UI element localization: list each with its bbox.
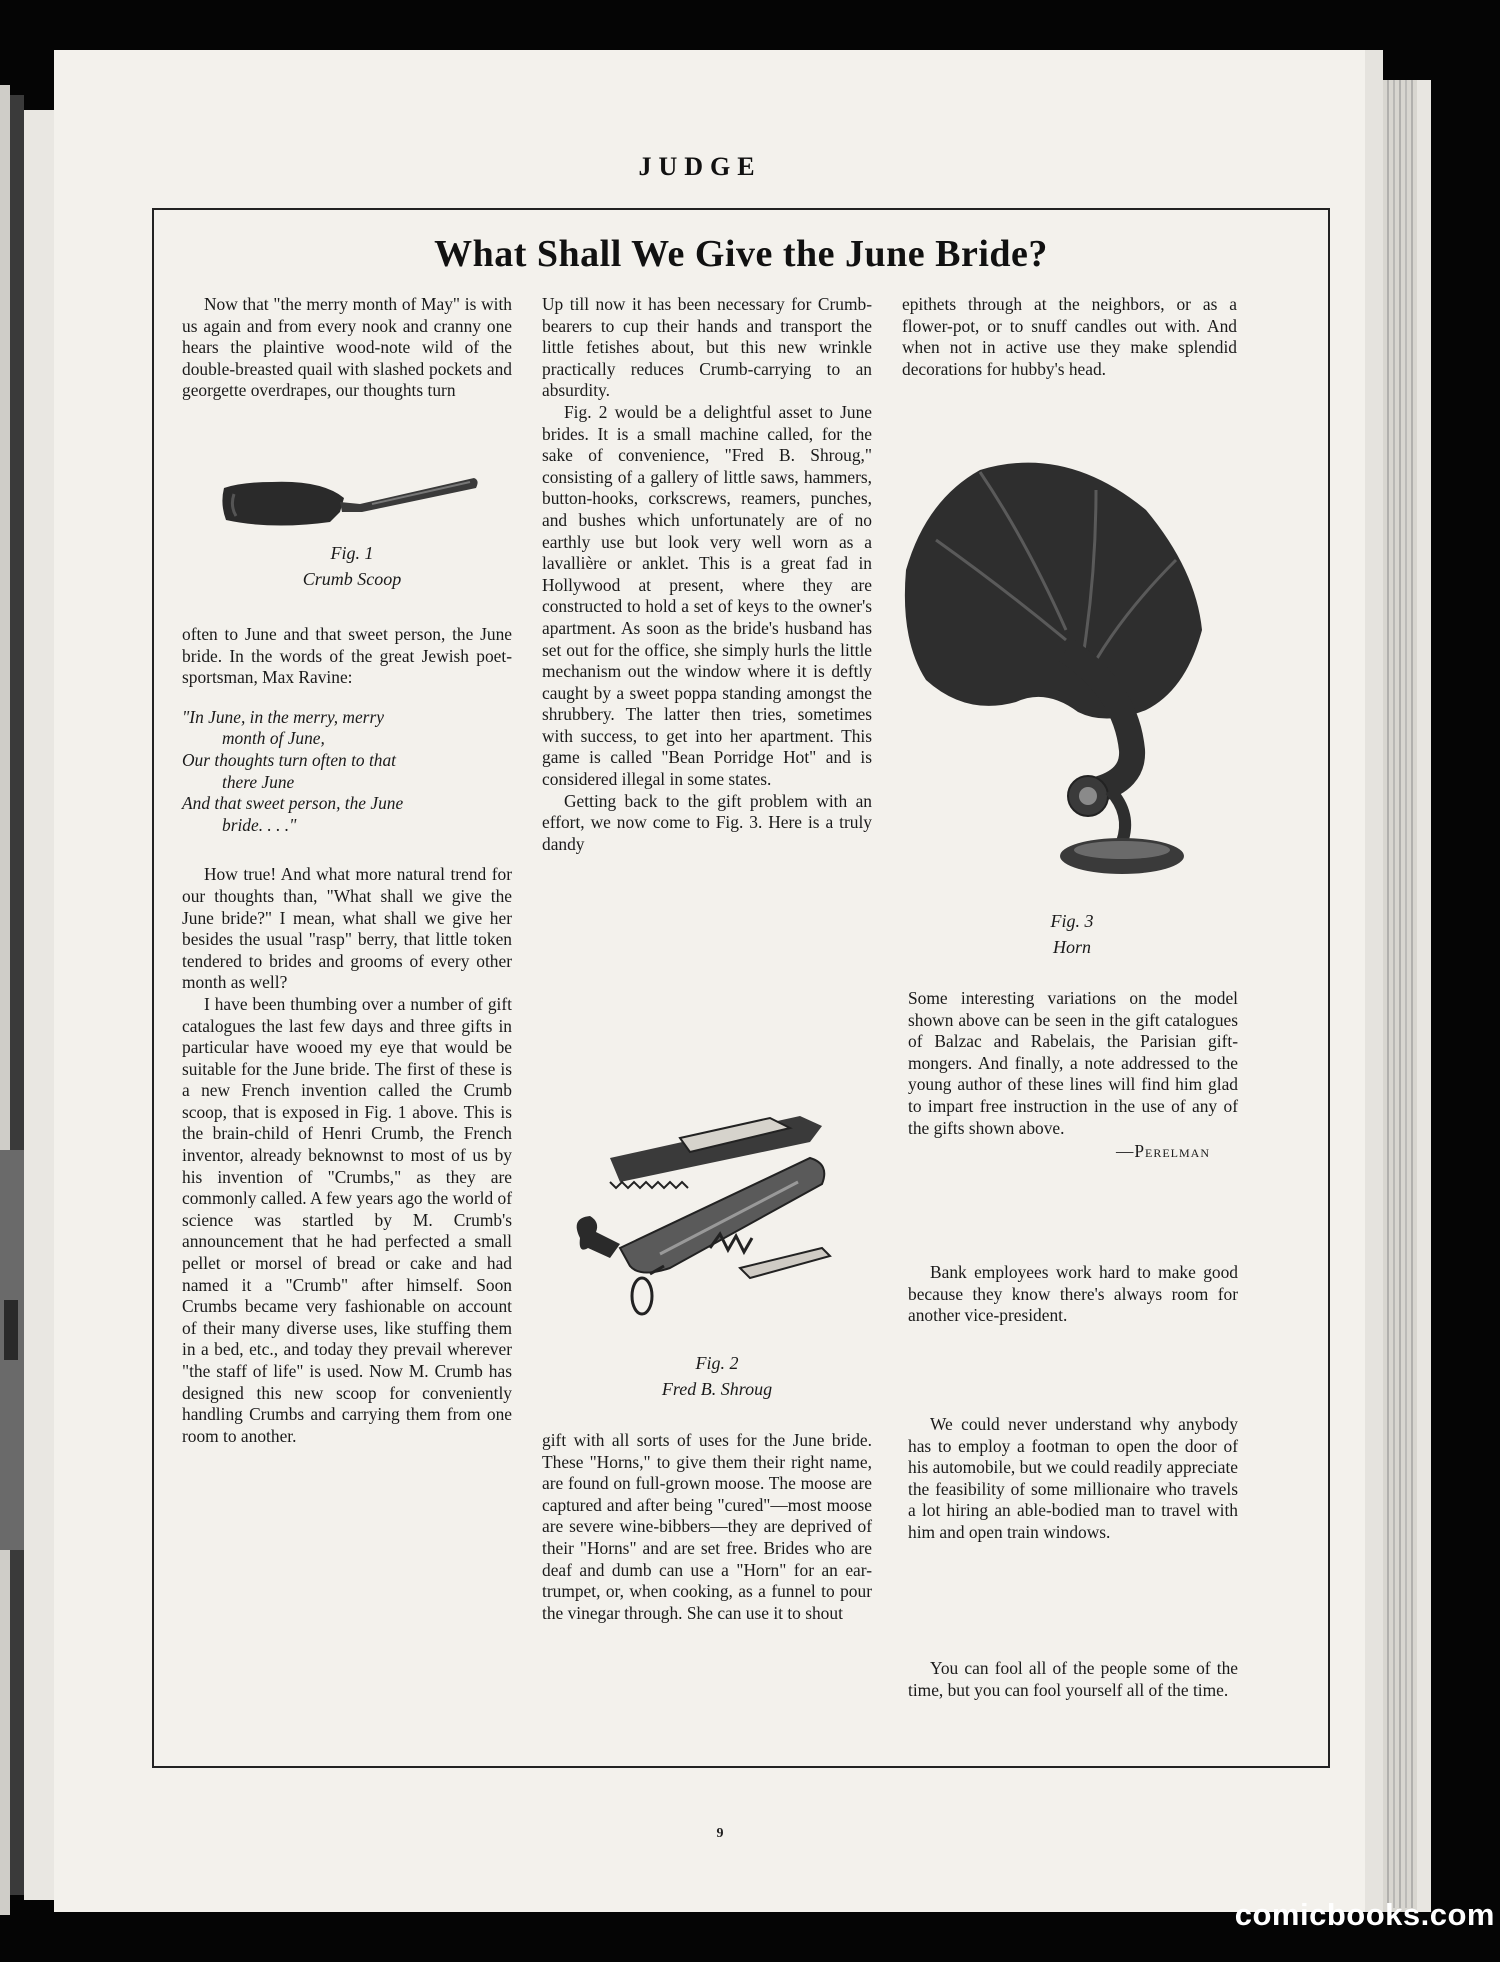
paragraph: often to June and that sweet person, the June bride. In the words of the great Jewish poet-sportsman, Max Ravine:: [182, 624, 512, 688]
horn-figure: [896, 450, 1236, 890]
verse-line: month of June,: [222, 728, 325, 749]
figure-number: Fig. 2: [695, 1353, 739, 1373]
figure-2-caption: [612, 1350, 822, 1402]
pocket-knife-figure: [560, 1098, 860, 1360]
column-1-body: [182, 624, 512, 1447]
column-3-body: [908, 988, 1238, 1163]
verse-quote: [182, 707, 512, 837]
paragraph: Getting back to the gift problem with an effort, we now come to Fig. 3. Here is a truly dandy: [542, 790, 872, 854]
filler-fool-people: [908, 1658, 1238, 1701]
page-number: 9: [716, 1826, 724, 1841]
figure-number: Fig. 1: [330, 543, 374, 563]
paragraph: You can fool all of the people some of the time, but you can fool yourself all of the time.: [908, 1658, 1238, 1700]
verse-line: "In June, in the merry, merry: [182, 706, 384, 727]
crumb-scoop-figure: [212, 468, 482, 538]
watermark: comicbooks.com: [1234, 1897, 1495, 1932]
paragraph: How true! And what more natural trend for our thoughts than, "What shall we give the June bride?" I mean, what shall we give her besides the usual "rasp" berry, that little token tendered to brides and grooms of every other month as well?: [182, 864, 512, 993]
column-2-bottom: [542, 1430, 872, 1624]
figure-title: Horn: [1052, 937, 1091, 957]
verse-line: bride. . . .": [222, 814, 297, 835]
figure-title: Fred B. Shroug: [661, 1379, 773, 1399]
paragraph: epithets through at the neighbors, or as a flower-pot, or to snuff candles out with. And when not in active use they make splendid decorations for hubby's head.: [902, 294, 1237, 379]
paragraph: gift with all sorts of uses for the June bride. These "Horns," to give them their right name, are found on full-grown moose. The moose are captured and after being "cured"—most moose are severe wine-bibbers—they are deprived of their "Horns" and are set free. Brides who are deaf and dumb can use a "Horn" for an ear-trumpet, or, when cooking, as a funnel to pour the vinegar through. She can use it to shout: [542, 1430, 872, 1623]
figure-title: Crumb Scoop: [302, 569, 402, 589]
column-2-top: [542, 294, 872, 855]
figure-3-caption: [982, 908, 1162, 960]
paragraph: I have been thumbing over a number of gift catalogues the last few days and three gifts in particular have wooed my eye that would be suitable for the June bride. The first of these is a new French invention called the Crumb scoop, that is exposed in Fig. 1 above. This is the brain-child of Henri Crumb, the French inventor, already beknownst to most of us by his invention of "Crumbs," as they are commonly called. A few years ago the world of science was startled by M. Crumb's announcement that he had perfected a small pellet or morsel of bread or cake and had named it a "Crumb" after himself. Soon Crumbs became very fashionable on account of their many diverse uses, like stuffing them in a bed, etc., and today they prevail wherever "the staff of life" is used. Now M. Crumb has designed this new scoop for conveniently handling Crumbs and carrying them from one room to another.: [182, 993, 512, 1446]
masthead: JUDGE: [638, 152, 762, 181]
paragraph: Some interesting variations on the model shown above can be seen in the gift catalogues of Balzac and Rabelais, the Parisian gift-mongers. And finally, a note addressed to the young author of these lines will find him glad to impart free instruction in the use of any of the gifts shown above.: [908, 988, 1238, 1138]
paragraph: We could never understand why anybody has to employ a footman to open the door of his automobile, but we could readily appreciate the feasibility of some millionaire who travels a lot hiring an able-bodied man to travel with him and open train windows.: [908, 1414, 1238, 1542]
column-1-top: [182, 294, 512, 402]
verse-line: there June: [222, 771, 295, 792]
verse-line: Our thoughts turn often to that: [182, 749, 397, 770]
paragraph: Up till now it has been necessary for Crumb-bearers to cup their hands and transport the little fetishes about, but this new wrinkle practically reduces Crumb-carrying to an absurdity.: [542, 294, 872, 401]
filler-footman: [908, 1414, 1238, 1544]
paragraph: Now that "the merry month of May" is with us again and from every nook and cranny one hears the plaintive wood-note wild of the double-breasted quail with slashed pockets and georgette overdrapes, our thoughts turn: [182, 294, 512, 401]
figure-1-caption: [262, 540, 442, 592]
verse-line: And that sweet person, the June: [182, 793, 404, 814]
column-3-top: [902, 294, 1237, 380]
paragraph: Bank employees work hard to make good because they know there's always room for another vice-president.: [908, 1262, 1238, 1326]
article-title: What Shall We Give the June Bride?: [434, 233, 1048, 275]
figure-number: Fig. 3: [1050, 911, 1094, 931]
filler-bank-employees: [908, 1262, 1238, 1327]
author-signature: —Perelman: [1115, 1141, 1210, 1162]
paragraph: Fig. 2 would be a delightful asset to June brides. It is a small machine called, for the sake of convenience, "Fred B. Shroug," consisting of a gallery of little saws, hammers, button-hooks, corkscrews, reamers, punches, and bushes which unfortunately are of no earthly use but look very well worn as a lavallière or anklet. This is a great fad in Hollywood at present, where they are constructed to hold a set of keys to the owner's apartment. As soon as the bride's husband has set out for the office, she simply hurls the little mechanism out the window where it is deftly caught by a sweet poppa standing amongst the shrubbery. The latter then tries, sometimes with success, to get into her apartment. This game is called "Bean Porridge Hot" and is considered illegal in some states.: [542, 401, 872, 790]
